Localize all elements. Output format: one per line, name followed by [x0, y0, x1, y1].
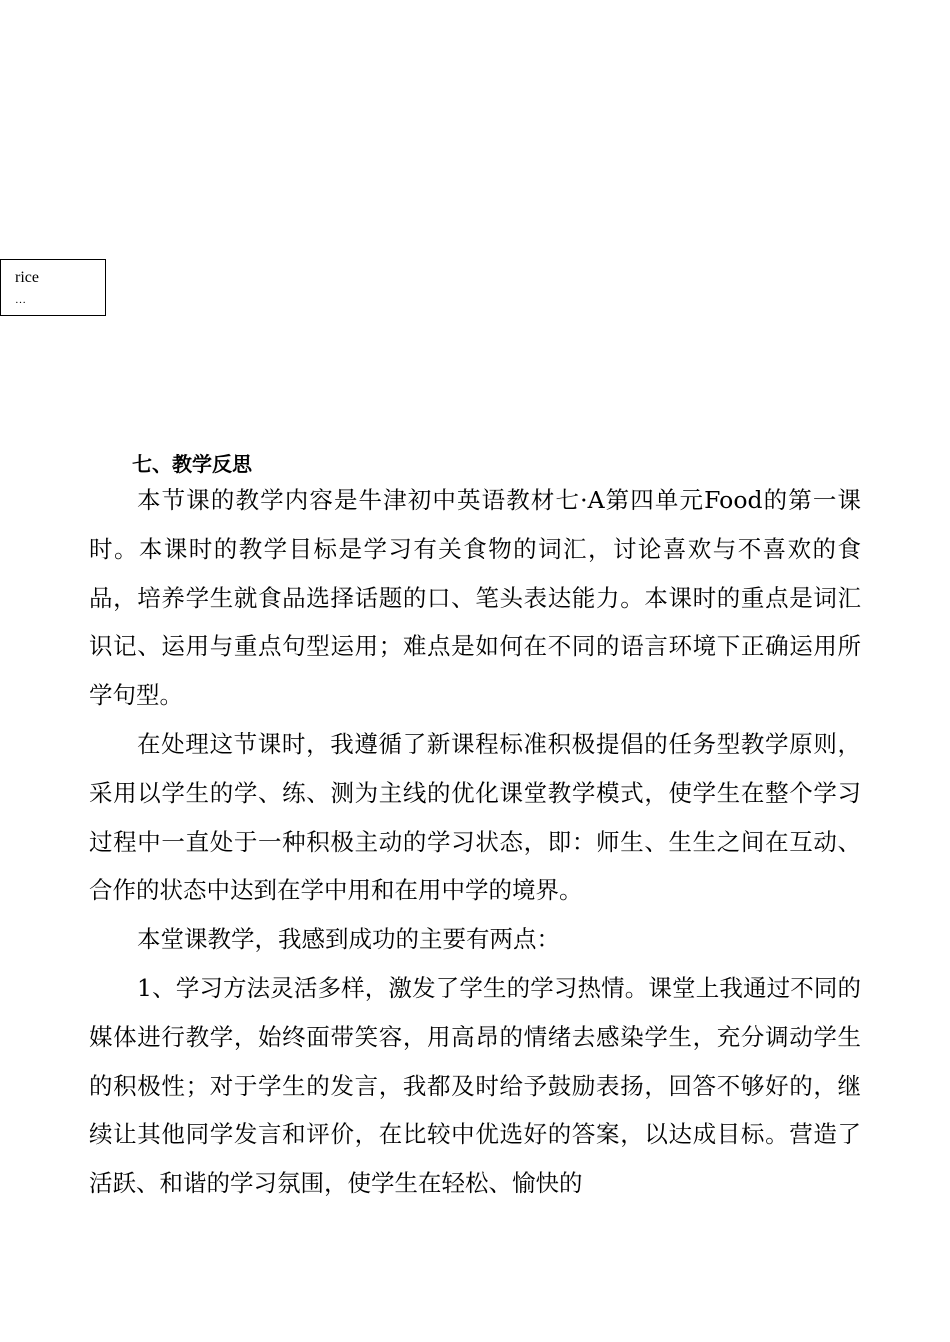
box-text-rice: rice: [15, 269, 39, 286]
text-box: [0, 259, 106, 316]
paragraph-4: 1、学习方法灵活多样，激发了学生的学习热情。课堂上我通过不同的媒体进行教学，始终面带笑容，用高昂的情绪去感染学生，充分调动学生的积极性；对于学生的发言，我都及时给予鼓励表扬，回答不够好的，继续让其他同学发言和评价，在比较中优选好的答案，以达成目标。营造了活跃、和谐的学习氛围，使学生在轻松、愉快的: [89, 973, 861, 1198]
paragraph-2: 在处理这节课时，我遵循了新课程标准积极提倡的任务型教学原则，采用以学生的学、练、测为主线的优化课堂教学模式，使学生在整个学习过程中一直处于一种积极主动的学习状态，即：师生、生生之间在互动、合作的状态中达到在学中用和在用中学的境界。: [89, 729, 861, 905]
paragraph-3: 本堂课教学，我感到成功的主要有两点：: [137, 925, 560, 954]
paragraph-1: 本节课的教学内容是牛津初中英语教材七·A第四单元Food的第一课时。本课时的教学目标是学习有关食物的词汇，讨论喜欢与不喜欢的食品，培养学生就食品选择话题的口、笔头表达能力。本课时的重点是词汇识记、运用与重点句型运用；难点是如何在不同的语言环境下正确运用所学句型。: [89, 486, 861, 710]
reflection-body: [89, 476, 861, 1208]
section-heading: 七、教学反思: [132, 452, 252, 476]
box-text-ellipsis: …: [15, 294, 27, 306]
